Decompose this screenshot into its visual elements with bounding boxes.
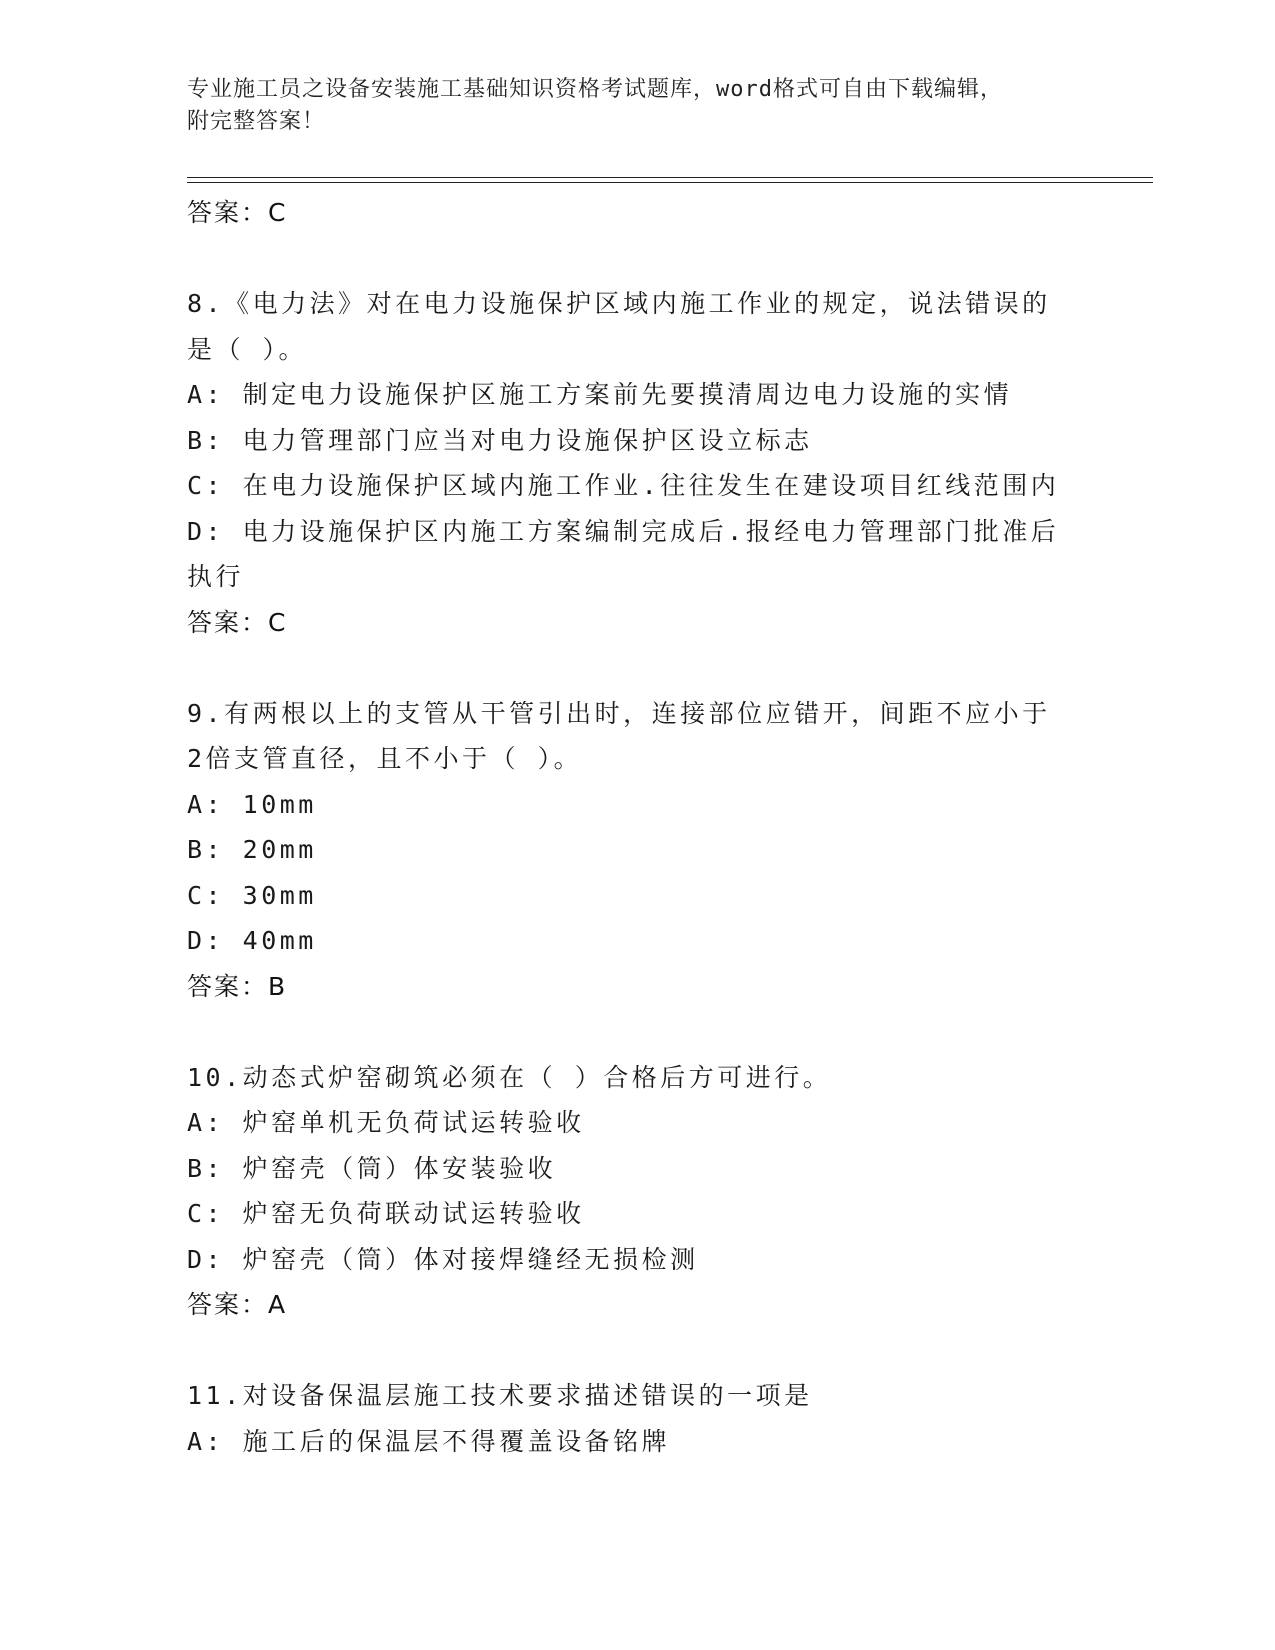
question-8 bbox=[187, 281, 1107, 645]
question-text-cont: 2倍支管直径，且不小于（ ）。 bbox=[187, 744, 583, 773]
option-c: C: 炉窑无负荷联动试运转验收 bbox=[187, 1199, 585, 1228]
spacer bbox=[187, 236, 1107, 282]
spacer bbox=[187, 1328, 1107, 1374]
option-b: B: 20mm bbox=[187, 835, 317, 864]
question-10 bbox=[187, 1055, 1107, 1328]
header-line-1: 专业施工员之设备安装施工基础知识资格考试题库，word格式可自由下载编辑， bbox=[187, 77, 1003, 102]
option-b: B: 炉窑壳（筒）体安装验收 bbox=[187, 1153, 557, 1183]
option-d-cont: 执行 bbox=[187, 562, 245, 591]
header-line-2: 附完整答案！ bbox=[187, 109, 326, 134]
header-rule-bottom bbox=[187, 182, 1153, 183]
option-c: C: 30mm bbox=[187, 880, 317, 910]
question-9 bbox=[187, 691, 1107, 1010]
option-d: D: 炉窑壳（筒）体对接焊缝经无损检测 bbox=[187, 1244, 699, 1274]
option-a: A: 炉窑单机无负荷试运转验收 bbox=[187, 1108, 585, 1137]
answer: 答案：A bbox=[187, 1290, 288, 1319]
question-text: 11.对设备保温层施工技术要求描述错误的一项是 bbox=[187, 1381, 813, 1410]
option-a: A: 施工后的保温层不得覆盖设备铭牌 bbox=[187, 1426, 671, 1456]
spacer bbox=[187, 1009, 1107, 1055]
answer: 答案：C bbox=[187, 607, 288, 637]
question-list bbox=[187, 190, 1107, 1464]
question-11 bbox=[187, 1373, 1107, 1464]
question-text: 10.动态式炉窑砌筑必须在（ ）合格后方可进行。 bbox=[187, 1062, 832, 1092]
question-text-cont: 是（ ）。 bbox=[187, 334, 308, 364]
option-c: C: 在电力设施保护区域内施工作业.往往发生在建设项目红线范围内 bbox=[187, 471, 1060, 500]
header-rule-top bbox=[187, 177, 1153, 178]
option-b: B: 电力管理部门应当对电力设施保护区设立标志 bbox=[187, 425, 813, 455]
question-text: 9.有两根以上的支管从干管引出时，连接部位应错开，间距不应小于 bbox=[187, 698, 1051, 728]
answer: 答案：B bbox=[187, 971, 288, 1001]
spacer bbox=[187, 645, 1107, 691]
option-d: D: 电力设施保护区内施工方案编制完成后.报经电力管理部门批准后 bbox=[187, 516, 1060, 546]
option-a: A: 10mm bbox=[187, 789, 317, 819]
option-d: D: 40mm bbox=[187, 926, 317, 955]
answer-q7: 答案：C bbox=[187, 198, 288, 227]
document-header bbox=[187, 74, 1067, 138]
question-text: 8.《电力法》对在电力设施保护区域内施工作业的规定，说法错误的 bbox=[187, 289, 1051, 318]
option-a: A: 制定电力设施保护区施工方案前先要摸清周边电力设施的实情 bbox=[187, 380, 1013, 409]
